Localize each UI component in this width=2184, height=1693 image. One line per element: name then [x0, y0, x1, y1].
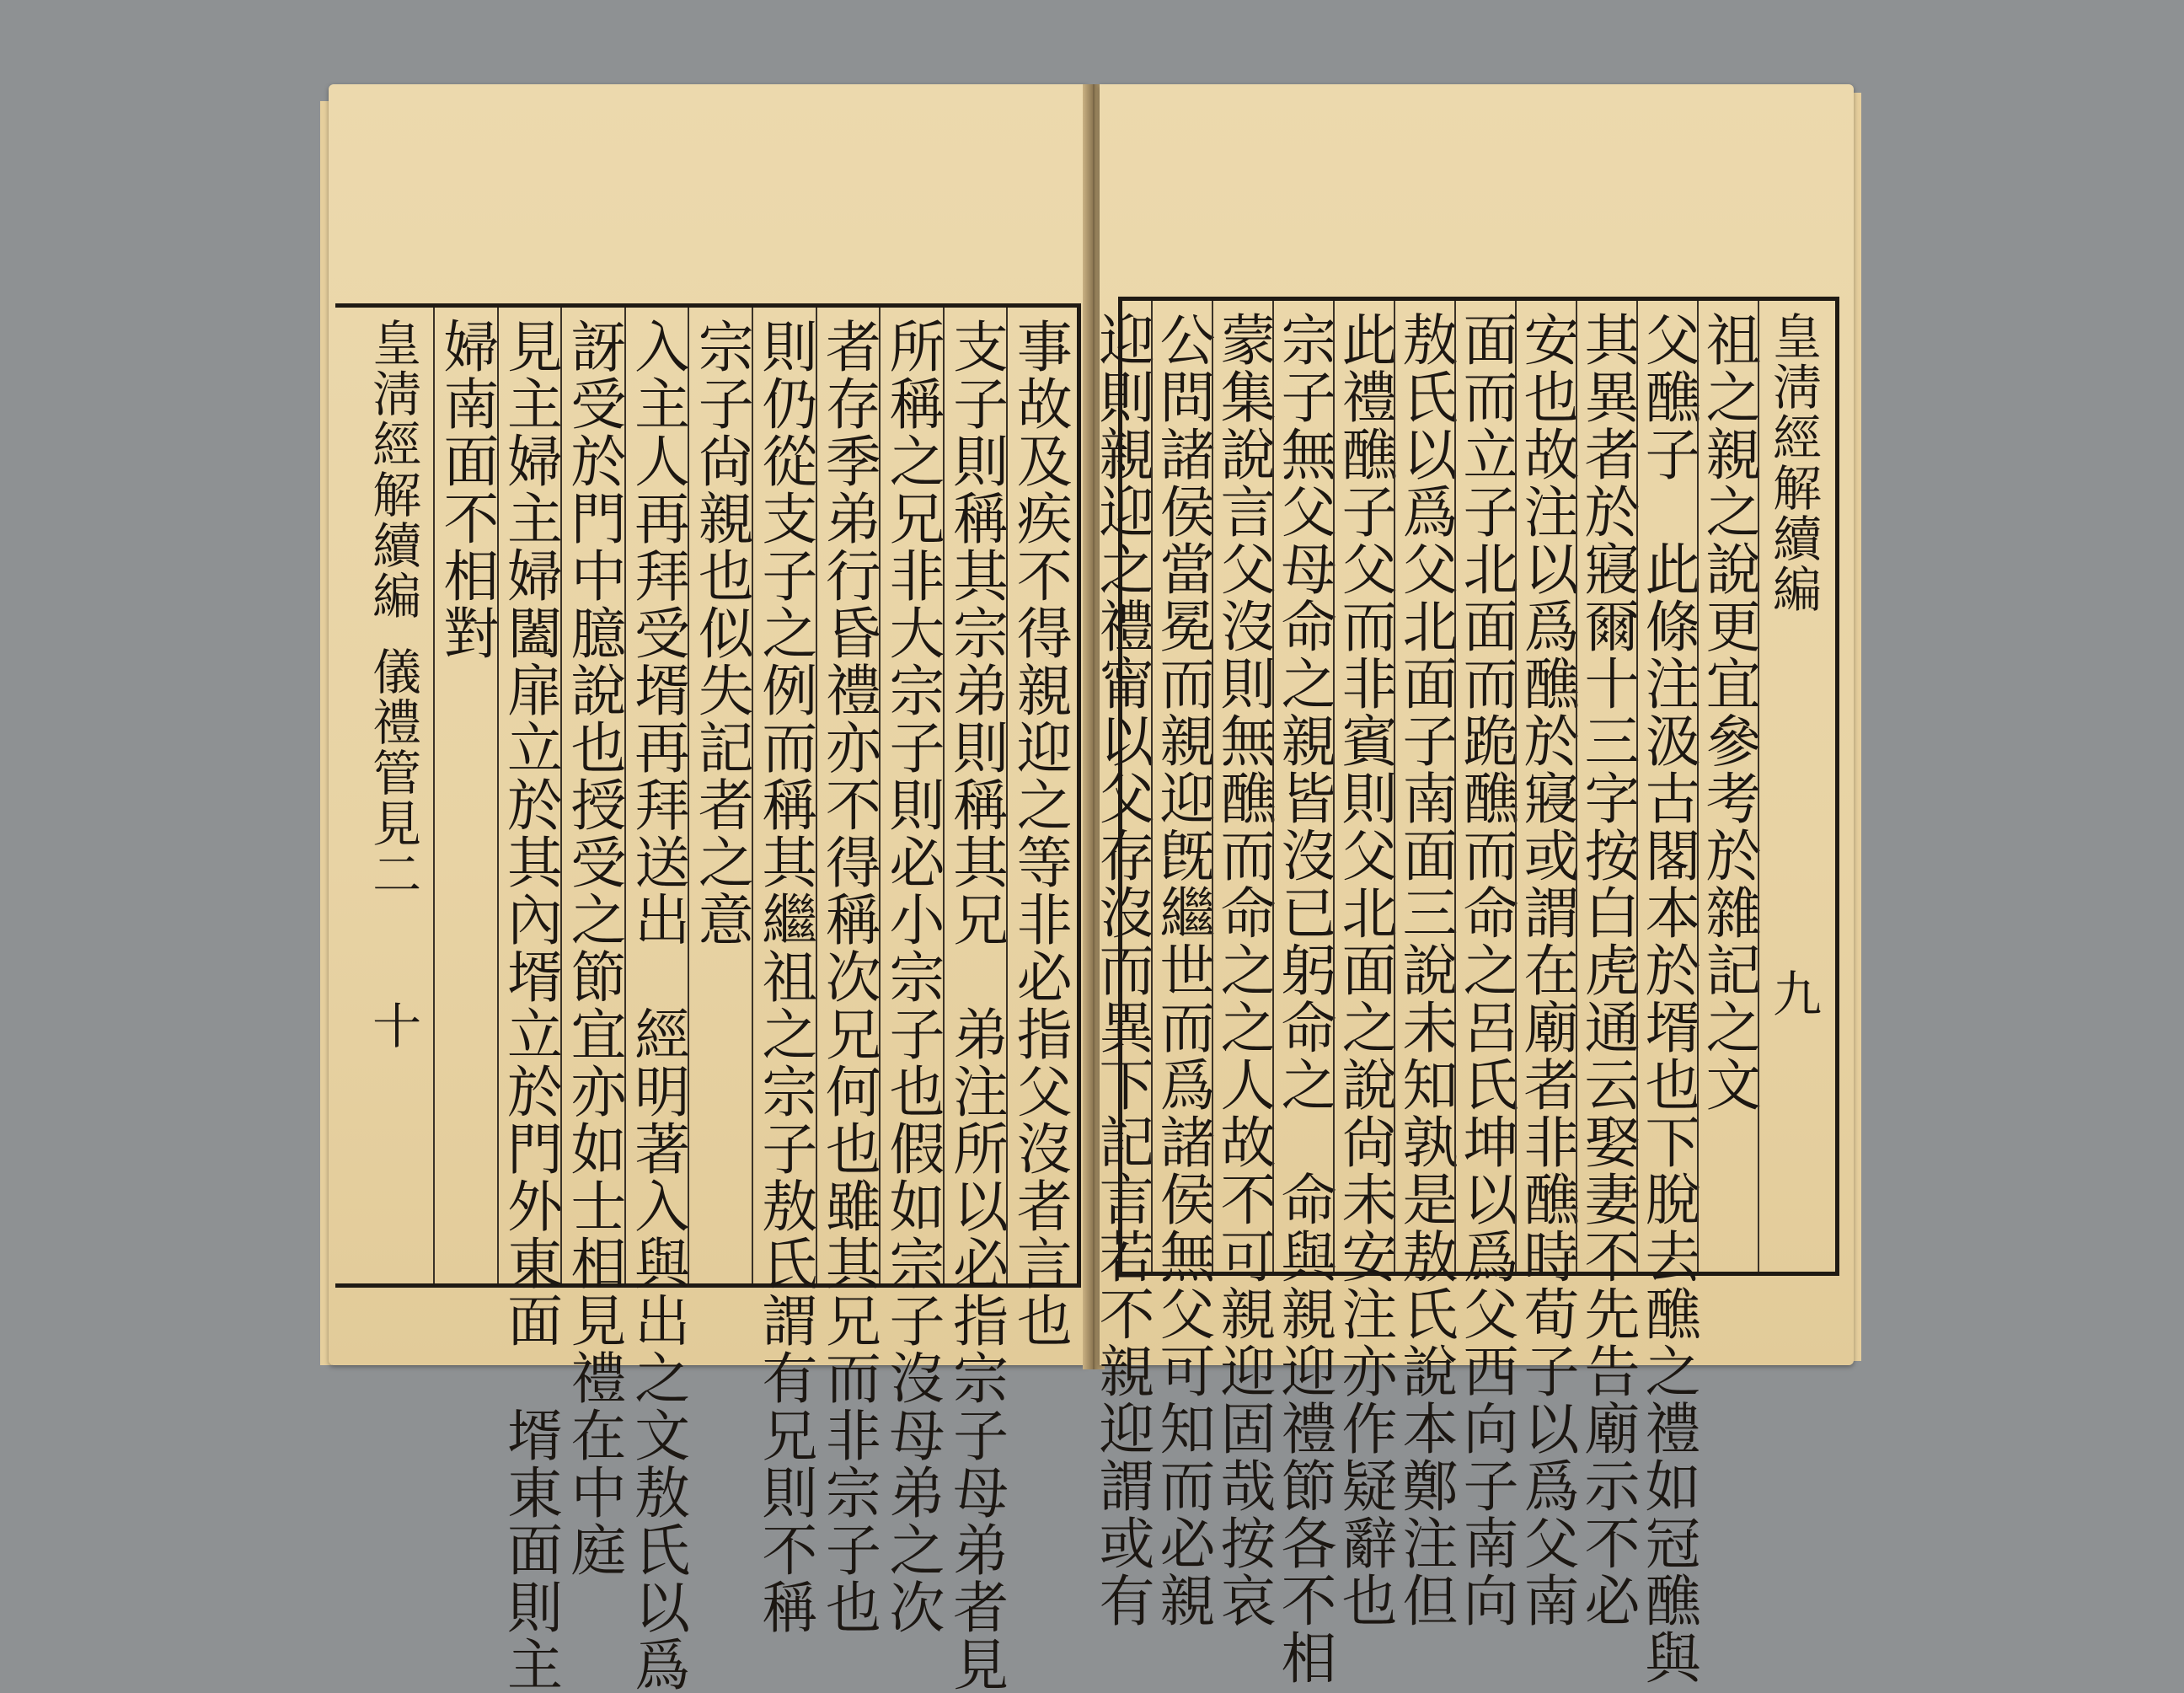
right-column-8 [1271, 301, 1336, 1686]
column-text: 所稱之兄非大宗子則必小宗子也假如宗子沒母弟之次 [880, 318, 945, 1636]
column-text: 見主婦主婦闔扉立於其內壻立於門外東面 壻東面則主 [497, 318, 563, 1693]
column-text: 蒙集說言父沒則無醮而命之之人故不可親迎固哉按哀 [1211, 311, 1276, 1629]
right-margin-column [1758, 301, 1827, 1272]
column-text: 此禮醮子父而非賓則父北面之說尙未安注亦作疑辭也 [1332, 311, 1397, 1629]
open-book [320, 84, 1862, 1693]
column-text: 者存季弟行昏禮亦不得稱次兄何也雖其兄而非宗子也 [816, 318, 881, 1636]
left-column-5 [752, 308, 817, 1636]
column-text: 訝受於門中臆說也授受之節宜亦如士相見禮在中庭 [561, 318, 627, 1578]
left-margin-column [352, 308, 433, 1283]
right-column-6 [1393, 301, 1458, 1629]
column-text: 宗子無父母命之親皆沒已躬命之 命與親迎禮節各不相 [1271, 311, 1336, 1686]
page-number: 九 [1764, 968, 1822, 1019]
right-column-4 [1514, 301, 1579, 1629]
margin-title: 皇淸經解續編 [1764, 311, 1822, 614]
right-column-2 [1635, 301, 1700, 1686]
left-column-9 [497, 308, 563, 1693]
column-text: 迎則親迎之禮甯以父存沒而異下記言若不親迎謂或有 [1089, 311, 1154, 1629]
left-columns [352, 308, 1073, 1693]
right-column-5 [1453, 301, 1518, 1629]
right-column-3 [1575, 301, 1640, 1629]
column-text: 則仍從支子之例而稱其繼祖之宗子敖氏謂有兄則不稱 [752, 318, 817, 1636]
left-page [329, 84, 1087, 1693]
column-text: 祖之親之說更宜參考於雜記之文 [1696, 311, 1761, 1113]
column-text: 其異者於寢爾十三字按白虎通云娶妻不先告廟示不必 [1575, 311, 1640, 1629]
left-column-8 [560, 308, 627, 1578]
column-text: 婦南面不相對 [433, 318, 499, 662]
right-text-frame [1089, 297, 1839, 1686]
right-page [1089, 84, 1854, 1686]
left-column-10 [433, 308, 497, 1283]
column-text: 公問諸侯當冕而親迎旣繼世而爲諸侯無父可知而必親 [1150, 311, 1215, 1629]
right-column-10 [1150, 301, 1215, 1629]
left-text-frame [335, 303, 1081, 1693]
page-number: 十 [364, 1000, 422, 1051]
column-text: 安也故注以爲醮於寢或謂在廟者非醮時荀子以爲父南 [1514, 311, 1579, 1629]
column-text: 事故及疾不得親迎之等非必指父沒者言也 [1007, 318, 1073, 1349]
right-column-11 [1089, 301, 1154, 1629]
column-text: 父醮子 此條注汲古閣本於壻也下脫去醮之禮如冠醮與 [1635, 311, 1700, 1686]
column-text: 宗子尙親也似失記者之意 [688, 318, 754, 948]
margin-title: 皇淸經解續編 [364, 318, 422, 621]
right-column-1 [1696, 301, 1761, 1272]
column-text: 敖氏以爲父北面子南面三說未知孰是敖氏說本鄭注但 [1393, 311, 1458, 1629]
left-column-4 [816, 308, 881, 1636]
left-column-2 [943, 308, 1009, 1693]
right-column-7 [1332, 301, 1397, 1629]
column-text: 面而立子北面而跪醮而命之呂氏坤以爲父西向子南向 [1453, 311, 1518, 1629]
column-text: 入主人再拜受壻再拜送出 經明著入與出之文敖氏以爲 [624, 318, 690, 1693]
left-column-1 [1006, 308, 1073, 1349]
left-column-7 [624, 308, 690, 1693]
column-text: 支子則稱其宗弟則稱其兄 弟注所以必指宗子母弟者見 [943, 318, 1009, 1693]
right-column-9 [1211, 301, 1276, 1629]
left-column-3 [879, 308, 945, 1636]
left-column-6 [688, 308, 752, 1283]
margin-subtitle: 儀禮管見二 [364, 646, 422, 899]
right-columns [1089, 301, 1827, 1686]
